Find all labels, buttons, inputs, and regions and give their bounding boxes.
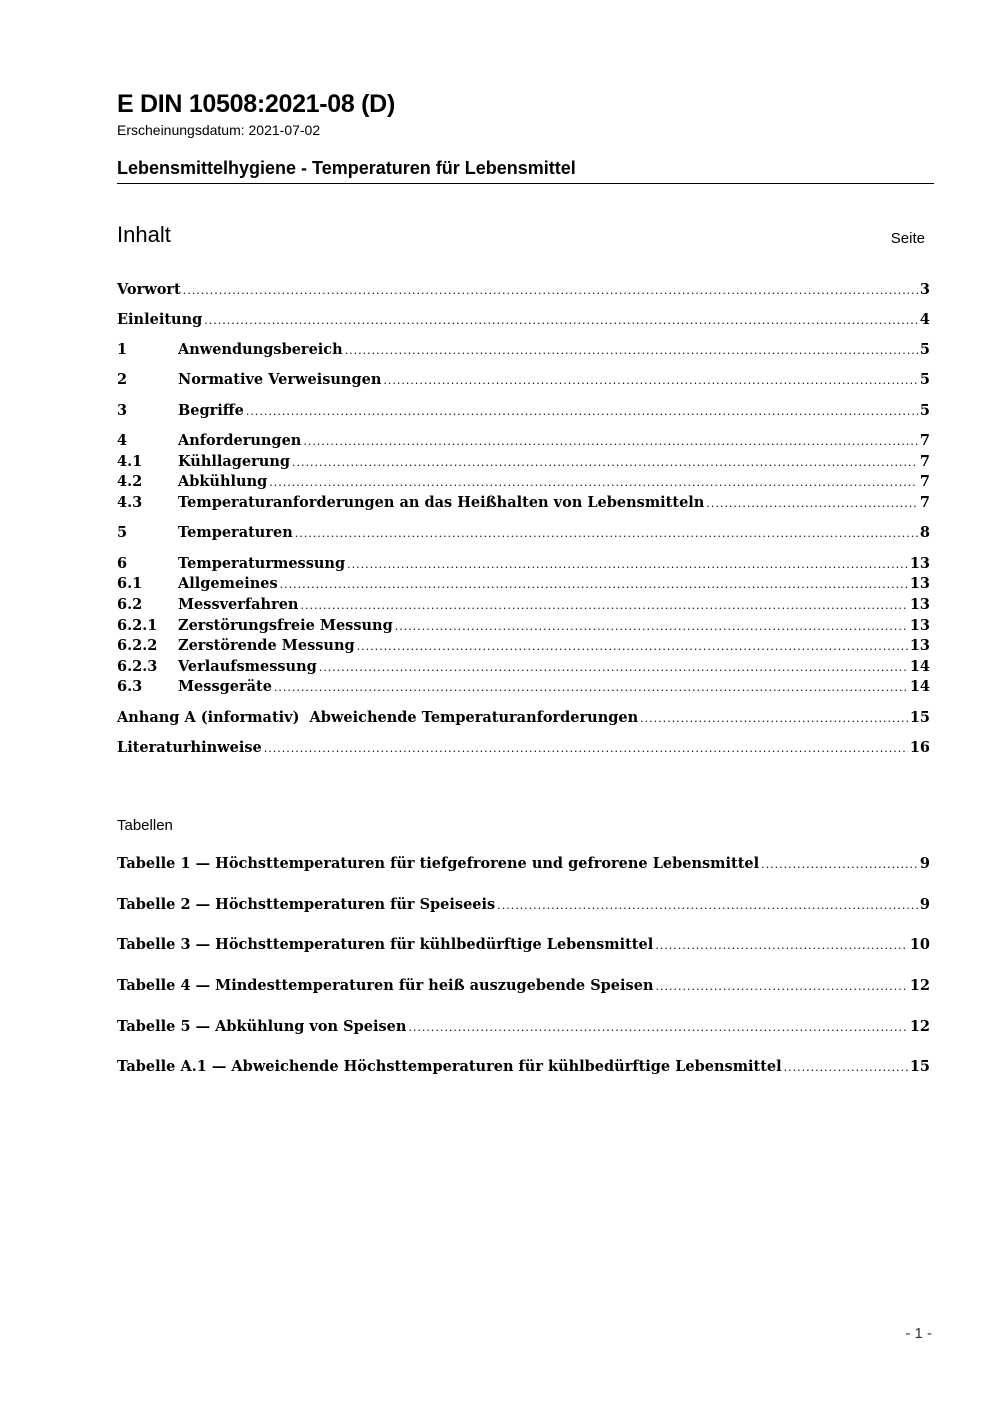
toc-entry-page: 7 bbox=[919, 494, 930, 511]
toc-entry-label: Zerstörende Messung bbox=[178, 637, 355, 654]
table-entry-label: Tabelle 4 — Mindesttemperaturen für heiß auszugebende Speisen bbox=[117, 977, 654, 994]
toc-entry[interactable] bbox=[117, 494, 930, 513]
table-entry-page: 10 bbox=[909, 936, 930, 953]
toc-entry-number: 5 bbox=[117, 524, 128, 541]
toc-entry-page: 5 bbox=[919, 402, 930, 419]
table-list-entry[interactable] bbox=[117, 1018, 930, 1037]
toc-entry-number: 4.1 bbox=[117, 453, 143, 470]
toc-entry[interactable] bbox=[117, 402, 930, 421]
toc-dot-leader bbox=[655, 978, 907, 996]
title-divider bbox=[117, 183, 934, 184]
toc-entry-page: 13 bbox=[909, 575, 930, 592]
toc-dot-leader bbox=[383, 372, 918, 390]
toc-dot-leader bbox=[204, 312, 918, 330]
toc-entry[interactable] bbox=[117, 739, 930, 758]
toc-entry-page: 3 bbox=[919, 281, 930, 298]
table-list-entry[interactable] bbox=[117, 977, 930, 996]
toc-dot-leader bbox=[264, 740, 908, 758]
toc-entry[interactable] bbox=[117, 678, 930, 697]
toc-dot-leader bbox=[319, 659, 908, 677]
toc-dot-leader bbox=[280, 576, 908, 594]
toc-entry-number: 3 bbox=[117, 402, 128, 419]
toc-dot-leader bbox=[295, 525, 918, 543]
toc-entry-label: Vorwort bbox=[117, 281, 181, 298]
toc-entry-number: 6 bbox=[117, 555, 128, 572]
table-entry-page: 15 bbox=[909, 1058, 930, 1075]
toc-entry-label: Einleitung bbox=[117, 311, 203, 328]
toc-entry-number: 6.1 bbox=[117, 575, 143, 592]
page-number: - 1 - bbox=[905, 1325, 932, 1342]
toc-entry-label: Normative Verweisungen bbox=[178, 371, 382, 388]
toc-entry-page: 13 bbox=[909, 555, 930, 572]
toc-entry[interactable] bbox=[117, 617, 930, 636]
toc-entry[interactable] bbox=[117, 311, 930, 330]
toc-entry-number: 4.3 bbox=[117, 494, 143, 511]
tables-heading: Tabellen bbox=[117, 817, 173, 834]
table-list-entry[interactable] bbox=[117, 855, 930, 874]
toc-entry-number: 2 bbox=[117, 371, 128, 388]
toc-entry-label: Kühllagerung bbox=[178, 453, 291, 470]
toc-entry-page: 8 bbox=[919, 524, 930, 541]
toc-entry-page: 14 bbox=[909, 678, 930, 695]
toc-entry[interactable] bbox=[117, 555, 930, 574]
table-entry-label: Tabelle 1 — Höchsttemperaturen für tiefgefrorene und gefrorene Lebensmittel bbox=[117, 855, 760, 872]
toc-dot-leader bbox=[292, 454, 918, 472]
toc-entry-label: Messgeräte bbox=[178, 678, 272, 695]
toc-dot-leader bbox=[300, 597, 907, 615]
toc-entry-label: Temperaturmessung bbox=[178, 555, 346, 572]
toc-entry[interactable] bbox=[117, 473, 930, 492]
publication-date: Erscheinungsdatum: 2021-07-02 bbox=[117, 122, 321, 138]
toc-entry-label: Begriffe bbox=[178, 402, 244, 419]
toc-dot-leader bbox=[408, 1019, 907, 1037]
page-column-label: Seite bbox=[890, 230, 925, 247]
toc-dot-leader bbox=[655, 937, 908, 955]
toc-entry-page: 16 bbox=[909, 739, 930, 756]
document-title: Lebensmittelhygiene - Temperaturen für Lebensmittel bbox=[117, 158, 576, 178]
toc-dot-leader bbox=[274, 679, 908, 697]
toc-entry-label: Temperaturanforderungen an das Heißhalten von Lebensmitteln bbox=[178, 494, 705, 511]
table-entry-label: Tabelle A.1 — Abweichende Höchsttemperaturen für kühlbedürftige Lebensmittel bbox=[117, 1058, 782, 1075]
toc-entry-label: Messverfahren bbox=[178, 596, 299, 613]
toc-entry-label: Anforderungen bbox=[178, 432, 302, 449]
toc-entry-label: Anwendungsbereich bbox=[178, 341, 343, 358]
toc-entry-number: 4 bbox=[117, 432, 128, 449]
toc-entry-label: Zerstörungsfreie Messung bbox=[178, 617, 393, 634]
toc-entry[interactable] bbox=[117, 341, 930, 360]
toc-dot-leader bbox=[761, 856, 918, 874]
table-list-entry[interactable] bbox=[117, 896, 930, 915]
toc-entry-number: 1 bbox=[117, 341, 128, 358]
toc-entry[interactable] bbox=[117, 432, 930, 451]
table-entry-label: Tabelle 3 — Höchsttemperaturen für kühlbedürftige Lebensmittel bbox=[117, 936, 654, 953]
toc-entry-page: 13 bbox=[909, 637, 930, 654]
toc-entry-label: Anhang A (informativ) Abweichende Temperaturanforderungen bbox=[117, 709, 639, 726]
toc-dot-leader bbox=[706, 495, 918, 513]
toc-entry-page: 13 bbox=[909, 617, 930, 634]
toc-dot-leader bbox=[347, 556, 908, 574]
toc-dot-leader bbox=[640, 710, 908, 728]
toc-entry[interactable] bbox=[117, 281, 930, 300]
table-entry-label: Tabelle 2 — Höchsttemperaturen für Speiseeis bbox=[117, 896, 496, 913]
toc-entry[interactable] bbox=[117, 453, 930, 472]
table-entry-page: 12 bbox=[909, 1018, 930, 1035]
toc-heading: Inhalt bbox=[117, 222, 171, 247]
toc-entry-number: 6.2 bbox=[117, 596, 143, 613]
toc-entry[interactable] bbox=[117, 575, 930, 594]
toc-entry-page: 7 bbox=[919, 453, 930, 470]
toc-dot-leader bbox=[395, 618, 908, 636]
toc-entry[interactable] bbox=[117, 596, 930, 615]
toc-dot-leader bbox=[345, 342, 918, 360]
toc-dot-leader bbox=[303, 433, 918, 451]
toc-entry[interactable] bbox=[117, 524, 930, 543]
toc-entry-page: 7 bbox=[919, 473, 930, 490]
toc-entry[interactable] bbox=[117, 371, 930, 390]
toc-dot-leader bbox=[497, 897, 918, 915]
toc-entry-label: Temperaturen bbox=[178, 524, 293, 541]
table-entry-page: 12 bbox=[909, 977, 930, 994]
toc-entry-number: 6.2.2 bbox=[117, 637, 158, 654]
toc-dot-leader bbox=[357, 638, 908, 656]
toc-dot-leader bbox=[246, 403, 918, 421]
table-entry-page: 9 bbox=[919, 896, 930, 913]
toc-entry-number: 6.3 bbox=[117, 678, 143, 695]
toc-dot-leader bbox=[784, 1059, 908, 1077]
table-entry-page: 9 bbox=[919, 855, 930, 872]
toc-entry-label: Verlaufsmessung bbox=[178, 658, 317, 675]
toc-entry-label: Literaturhinweise bbox=[117, 739, 262, 756]
toc-dot-leader bbox=[269, 474, 918, 492]
toc-entry-number: 4.2 bbox=[117, 473, 143, 490]
toc-entry-number: 6.2.1 bbox=[117, 617, 158, 634]
toc-entry-page: 5 bbox=[919, 341, 930, 358]
toc-entry-label: Abkühlung bbox=[178, 473, 268, 490]
toc-entry-page: 14 bbox=[909, 658, 930, 675]
document-id: E DIN 10508:2021-08 (D) bbox=[117, 90, 395, 118]
toc-entry[interactable] bbox=[117, 637, 930, 656]
toc-entry-label: Allgemeines bbox=[178, 575, 278, 592]
table-entry-label: Tabelle 5 — Abkühlung von Speisen bbox=[117, 1018, 407, 1035]
toc-entry-number: 6.2.3 bbox=[117, 658, 158, 675]
table-list-entry[interactable] bbox=[117, 1058, 930, 1077]
table-list-entry[interactable] bbox=[117, 936, 930, 955]
toc-entry[interactable] bbox=[117, 658, 930, 677]
toc-entry-page: 5 bbox=[919, 371, 930, 388]
toc-entry-page: 7 bbox=[919, 432, 930, 449]
toc-dot-leader bbox=[183, 282, 918, 300]
toc-entry-page: 15 bbox=[909, 709, 930, 726]
toc-entry-page: 4 bbox=[919, 311, 930, 328]
toc-entry[interactable] bbox=[117, 709, 930, 728]
toc-entry-page: 13 bbox=[909, 596, 930, 613]
